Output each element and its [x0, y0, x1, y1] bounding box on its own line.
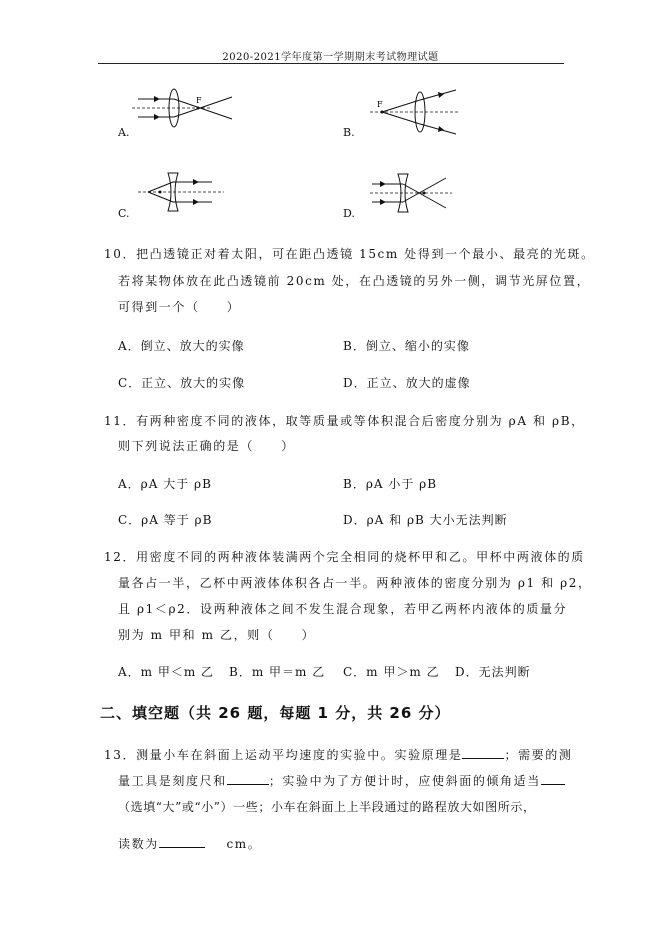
- section-2-title: 二、填空题（共 26 题，每题 1 分，共 26 分）: [100, 704, 451, 722]
- q13-blank-reading[interactable]: [159, 835, 205, 848]
- q12-line-1: 12．用密度不同的两种液体装满两个完全相同的烧杯甲和乙。甲杯中两液体的质: [104, 550, 585, 564]
- q13-line-3: （选填“大”或“小”）一些；小车在斜面上上半段通过的路程放大如图所示，: [118, 800, 536, 814]
- q13-blank-tool[interactable]: [227, 772, 269, 785]
- q12-line-4: 别为 m 甲和 m 乙，则（ ）: [118, 628, 316, 642]
- q11-option-c: C．ρA 等于 ρB: [118, 513, 213, 527]
- q13-line-4: [118, 835, 261, 852]
- figure-b-convex-lens: [368, 86, 468, 140]
- page-header: 2020-2021学年度第一学期期末考试物理试题: [222, 52, 439, 63]
- q10-line-3: 可得到一个（ ）: [118, 300, 241, 314]
- q9-option-c: C.: [118, 207, 130, 220]
- q13-line-1-tail: ；需要的测: [504, 748, 573, 762]
- q13-unit: cm。: [226, 837, 262, 851]
- q11-option-a: A．ρA 大于 ρB: [118, 477, 212, 491]
- q13-blank-principle[interactable]: [462, 746, 504, 759]
- q10-option-b: B．倒立、缩小的实像: [343, 339, 470, 353]
- focus-label-b: F: [377, 100, 383, 109]
- figure-a-convex-lens: [132, 88, 242, 140]
- q11-line-1: 11．有两种密度不同的液体，取等质量或等体积混合后密度分别为 ρA 和 ρB，: [104, 414, 585, 428]
- figure-d-concave-lens: [368, 170, 456, 220]
- q11-option-d: D．ρA 和 ρB 大小无法判断: [343, 513, 508, 527]
- q12-option-d: D．无法判断: [455, 665, 531, 679]
- q9-option-d: D.: [343, 207, 355, 220]
- q13-line-2: [118, 772, 565, 789]
- q10-option-a: A．倒立、放大的实像: [118, 339, 245, 353]
- q12-option-c: C．m 甲＞m 乙: [343, 665, 440, 679]
- q10-option-d: D．正立、放大的虚像: [343, 376, 471, 390]
- q13-line-2-tail: ；实验中为了方便计时，应使斜面的倾角适当: [268, 774, 541, 788]
- q10-option-c: C．正立、放大的实像: [118, 376, 246, 390]
- header-rule: [98, 63, 564, 64]
- q12-option-b: B．m 甲＝m 乙: [229, 665, 326, 679]
- q12-line-2: 量各占一半，乙杯中两液体体积各占一半。两种液体的密度分别为 ρ1 和 ρ2，: [118, 576, 592, 590]
- q11-option-b: B．ρA 小于 ρB: [343, 477, 438, 491]
- q13-line-1: [104, 746, 573, 763]
- focus-label-a: F: [196, 96, 202, 105]
- q10-line-1: 10．把凸透镜正对着太阳，可在距凸透镜 15cm 处得到一个最小、最亮的光斑。: [104, 247, 595, 261]
- q13-line-4-text: 读数为: [118, 837, 159, 851]
- q13-blank-angle[interactable]: [541, 772, 565, 785]
- q12-line-3: 且 ρ1＜ρ2．设两种液体之间不发生混合现象，若甲乙两杯内液体的质量分: [118, 602, 568, 616]
- q11-line-2: 则下列说法正确的是（ ）: [118, 439, 295, 453]
- q10-line-2: 若将某物体放在此凸透镜前 20cm 处，在凸透镜的另外一侧，调节光屏位置，: [118, 274, 591, 288]
- q12-option-a: A．m 甲＜m 乙: [118, 665, 215, 679]
- q9-option-b: B.: [343, 126, 355, 139]
- figure-c-concave-lens: [138, 167, 228, 219]
- q9-option-a: A.: [118, 126, 130, 139]
- q13-line-1-text: 13．测量小车在斜面上运动平均速度的实验中。实验原理是: [104, 748, 463, 762]
- q13-line-2-text: 量工具是刻度尺和: [118, 774, 227, 788]
